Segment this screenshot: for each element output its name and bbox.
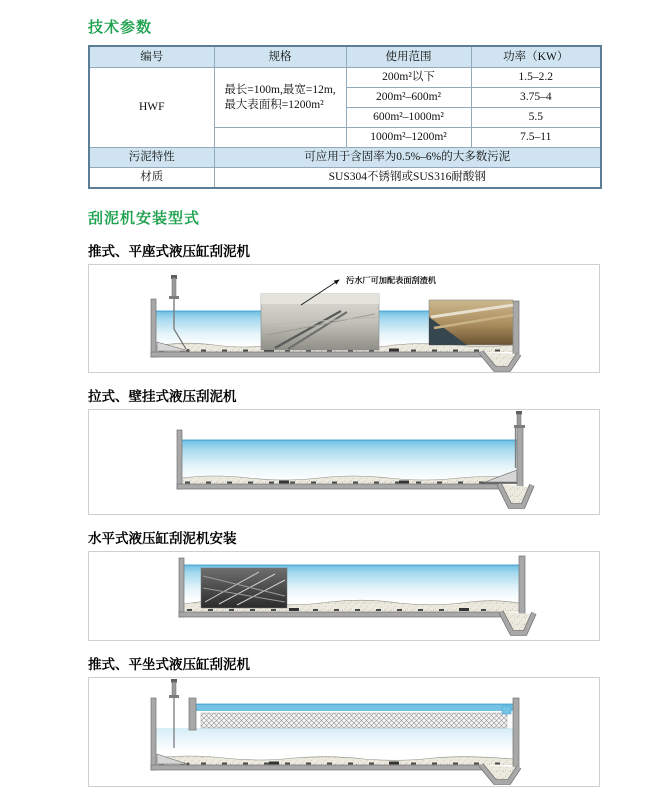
cell-material-value: SUS304不锈钢或SUS316耐酸钢 bbox=[214, 168, 601, 189]
cell-range: 200m²–600m² bbox=[346, 88, 471, 108]
diagram-label-2: 拉式、壁挂式液压刮泥机 bbox=[88, 389, 237, 405]
cell-power: 5.5 bbox=[471, 108, 601, 128]
diagram-2-drawing bbox=[89, 410, 599, 514]
col-header-range: 使用范围 bbox=[346, 46, 471, 68]
cell-range: 1000m²–1200m² bbox=[346, 128, 471, 148]
spec-line-1: 最长=100m,最宽=12m, bbox=[224, 84, 336, 97]
tank-interior bbox=[182, 432, 517, 484]
annotation-text: 污水厂可加配表面刮渣机 bbox=[346, 275, 437, 285]
section-title-technical-params: 技术参数 bbox=[88, 18, 153, 36]
cell-range: 200m²以下 bbox=[346, 68, 471, 88]
photo-inset-lamella bbox=[201, 568, 287, 608]
col-header-power: 功率（KW） bbox=[471, 46, 601, 68]
inlet-baffle bbox=[189, 698, 196, 730]
diagram-4-push-flat-seat bbox=[88, 677, 600, 787]
technical-parameters-table bbox=[88, 45, 602, 189]
diagram-1-drawing bbox=[89, 265, 599, 372]
diagram-label-4: 推式、平坐式液压缸刮泥机 bbox=[88, 657, 250, 673]
col-header-spec: 规格 bbox=[214, 46, 346, 68]
diagram-label-3: 水平式液压缸刮泥机安装 bbox=[88, 531, 237, 547]
water-surface bbox=[182, 440, 517, 442]
cell-range: 600m²–1000m² bbox=[346, 108, 471, 128]
effluent-box bbox=[502, 706, 511, 714]
sludge-layer bbox=[156, 756, 513, 765]
cell-spec-empty bbox=[214, 128, 346, 148]
cell-power: 3.75–4 bbox=[471, 88, 601, 108]
cell-sludge-label: 污泥特性 bbox=[89, 148, 214, 168]
diagram-1-push-flat-seat bbox=[88, 264, 600, 373]
lamella-hatch-band bbox=[201, 713, 507, 728]
sludge-hopper bbox=[481, 352, 519, 369]
table-row bbox=[89, 68, 601, 88]
photo-inset-rails bbox=[261, 294, 379, 350]
tank-interior bbox=[156, 698, 513, 765]
sludge-hopper bbox=[481, 765, 519, 782]
diagram-4-drawing bbox=[89, 678, 599, 786]
hydraulic-cylinder bbox=[514, 411, 525, 428]
cell-power: 7.5–11 bbox=[471, 128, 601, 148]
cell-spec bbox=[214, 68, 346, 128]
cell-power: 1.5–2.2 bbox=[471, 68, 601, 88]
photo-inset-skimmer bbox=[429, 300, 513, 345]
table-row-material bbox=[89, 168, 601, 189]
water-surface bbox=[195, 704, 513, 711]
diagram-label-1: 推式、平座式液压缸刮泥机 bbox=[88, 244, 250, 260]
sludge-hopper bbox=[501, 612, 534, 633]
cell-material-label: 材质 bbox=[89, 168, 214, 189]
spec-line-2: 最大表面积=1200m² bbox=[224, 98, 324, 111]
cell-sludge-value: 可应用于含固率为0.5%–6%的大多数污泥 bbox=[214, 148, 601, 168]
col-header-model: 编号 bbox=[89, 46, 214, 68]
diagram-3-drawing bbox=[89, 552, 599, 640]
water-surface bbox=[184, 565, 519, 567]
sludge-hopper bbox=[499, 484, 532, 506]
diagram-3-horizontal-cylinder bbox=[88, 551, 600, 641]
cell-model: HWF bbox=[89, 68, 214, 148]
table-row-sludge bbox=[89, 148, 601, 168]
section-title-installation-types: 刮泥机安装型式 bbox=[88, 209, 201, 227]
diagram-2-pull-wall-mounted bbox=[88, 409, 600, 515]
table-header-row bbox=[89, 46, 601, 68]
